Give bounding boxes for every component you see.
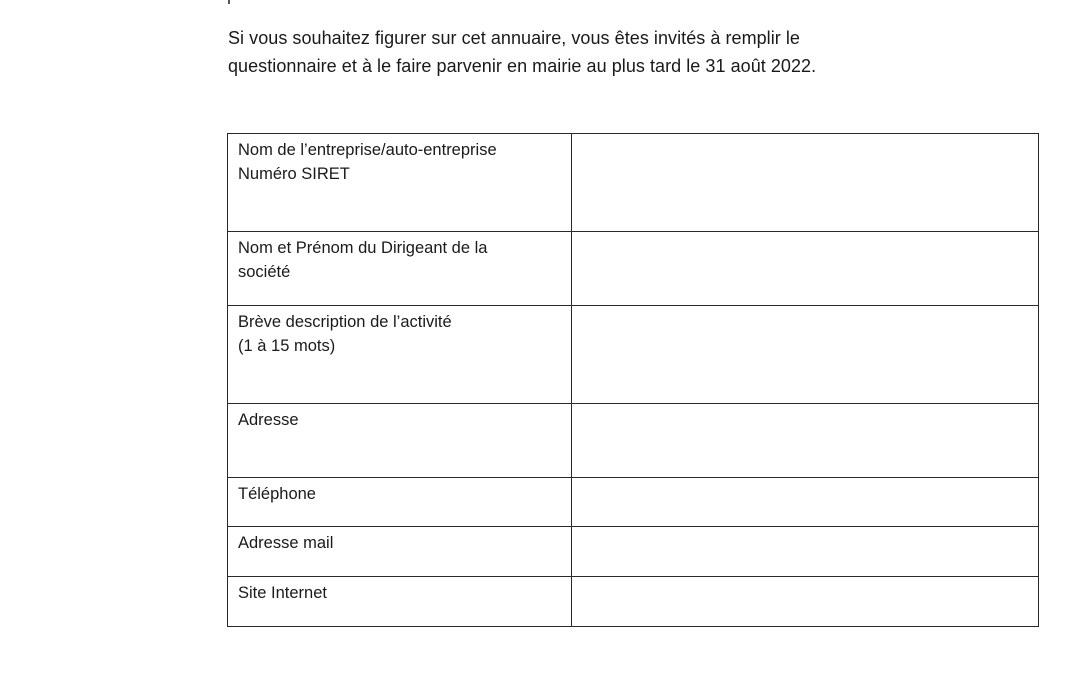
email-field[interactable]	[572, 527, 1039, 577]
company-name-label-line-2: Numéro SIRET	[238, 165, 350, 183]
phone-field[interactable]	[572, 478, 1039, 527]
director-label-line-1: Nom et Prénom du Dirigeant de la	[238, 239, 488, 257]
director-label-line-2: société	[238, 263, 291, 281]
activity-label-line-1: Brève description de l’activité	[238, 313, 452, 331]
address-field[interactable]	[572, 404, 1039, 478]
website-label	[228, 577, 572, 627]
activity-field[interactable]	[572, 306, 1039, 404]
intro-line-1: Si vous souhaitez figurer sur cet annuaire, vous êtes invités à remplir le	[228, 28, 800, 48]
form-row-phone	[228, 478, 1039, 527]
activity-label-line-2: (1 à 15 mots)	[238, 337, 336, 355]
intro-line-2: questionnaire et à le faire parvenir en mairie au plus tard le 31 août 2022.	[228, 56, 817, 76]
form-row-activity	[228, 306, 1039, 404]
activity-label	[228, 306, 572, 404]
form-row-email	[228, 527, 1039, 577]
phone-label-line-1: Téléphone	[238, 485, 316, 503]
company-name-field[interactable]	[572, 134, 1039, 232]
company-name-label-line-1: Nom de l’entreprise/auto-entreprise	[238, 141, 497, 159]
email-label-line-1: Adresse mail	[238, 534, 334, 552]
company-info-form	[227, 133, 1039, 627]
form-row-address	[228, 404, 1039, 478]
form-row-company-name	[228, 134, 1039, 232]
address-label-line-1: Adresse	[238, 411, 299, 429]
address-label	[228, 404, 572, 478]
company-name-label	[228, 134, 572, 232]
director-field[interactable]	[572, 232, 1039, 306]
website-field[interactable]	[572, 577, 1039, 627]
page-edge-mark	[228, 0, 230, 4]
intro-paragraph	[228, 24, 988, 80]
phone-label	[228, 478, 572, 527]
form-row-website	[228, 577, 1039, 627]
director-label	[228, 232, 572, 306]
website-label-line-1: Site Internet	[238, 584, 327, 602]
email-label	[228, 527, 572, 577]
form-row-director	[228, 232, 1039, 306]
